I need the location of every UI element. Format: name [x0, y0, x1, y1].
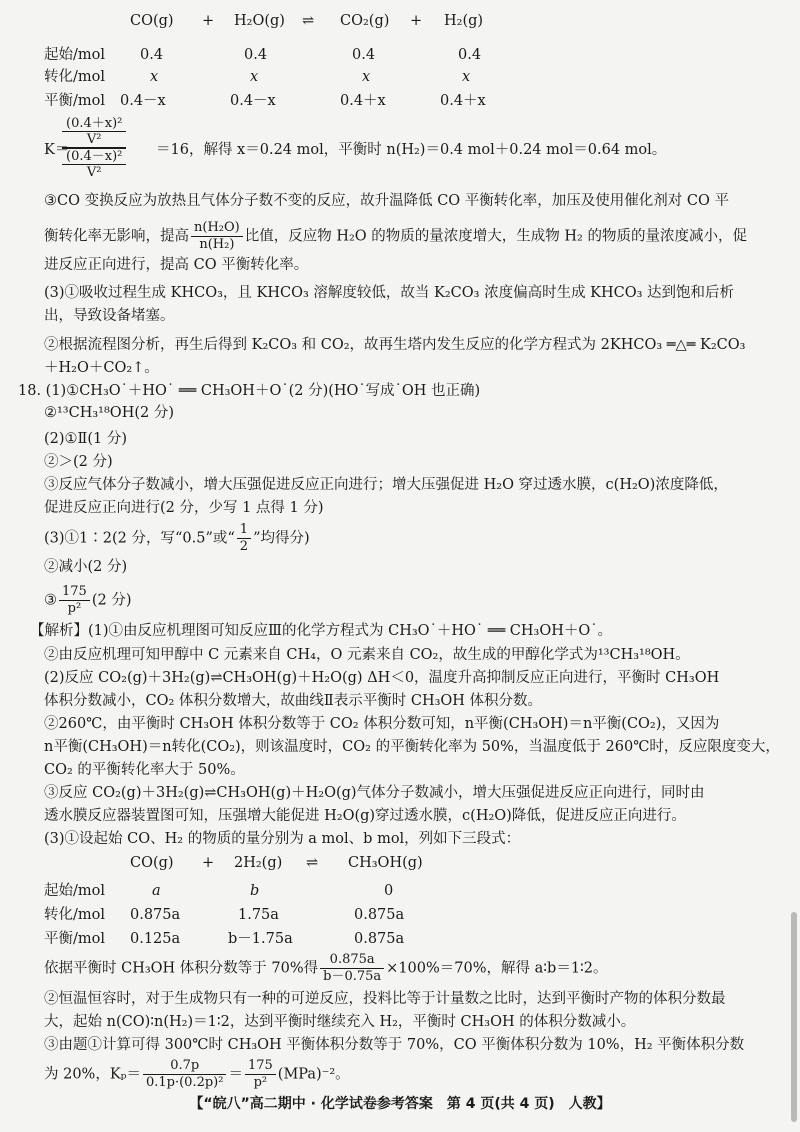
- fraction-numerator: n(H₂O): [191, 220, 243, 237]
- k-symbol: K＝: [44, 142, 70, 158]
- fraction: [143, 1058, 226, 1091]
- table-cell: 0.4－x: [120, 93, 166, 109]
- paragraph: 出，导致设备堵塞。: [44, 308, 175, 324]
- table-cell: b－1.75a: [228, 931, 293, 947]
- reactant-2: 2H₂(g): [234, 855, 283, 871]
- answer-line: [44, 584, 774, 617]
- fraction-numerator: 1: [237, 522, 251, 539]
- table-cell: 0.875a: [130, 907, 181, 923]
- fraction-denominator: p²: [67, 601, 82, 616]
- fraction-denominator: n(H₂): [199, 237, 235, 252]
- question-18-answer: 18. (1)①CH₃O˙＋HO˙ ══ CH₃OH＋O˙(2 分)(HO˙写成˙OH 也正确): [18, 383, 481, 399]
- row-label: 起始/mol: [44, 47, 106, 63]
- fraction-denominator: V²: [86, 165, 102, 180]
- analysis-line: (2)反应 CO₂(g)＋3H₂(g)⇌CH₃OH(g)＋H₂O(g) ΔH＜0，温度升高抑制反应正向进行，平衡时 CH₃OH: [44, 670, 720, 686]
- fraction-numerator: 175: [59, 584, 90, 601]
- analysis-line: CO₂ 的平衡转化率大于 50%。: [44, 762, 245, 778]
- text: 为 20%，Kₚ＝: [44, 1066, 141, 1083]
- text: (MPa)⁻²。: [277, 1066, 350, 1083]
- equilibrium-arrow: ⇌: [302, 13, 315, 29]
- fraction-denominator: p²: [253, 1075, 268, 1090]
- table-cell: 0.875a: [354, 931, 405, 947]
- reactant-1: CO(g): [130, 855, 174, 871]
- text: ③: [44, 592, 57, 609]
- table-cell: 0.4: [140, 47, 164, 63]
- plus-sign: +: [202, 855, 215, 871]
- text: (3)①1∶2(2 分，写“0.5”或“: [44, 530, 235, 547]
- answer-line: ②减小(2 分): [44, 559, 128, 575]
- answer-line: [44, 522, 774, 555]
- table-cell: x: [362, 69, 371, 85]
- fraction-denominator: b－0.75a: [323, 969, 382, 984]
- paragraph: [44, 220, 774, 253]
- table-cell: x: [250, 69, 259, 85]
- text: ＝: [228, 1066, 243, 1083]
- table-cell: 0: [384, 883, 394, 899]
- text: 比值，反应物 H₂O 的物质的量浓度增大，生成物 H₂ 的物质的量浓度减小，促: [244, 228, 747, 245]
- analysis-line: ③反应 CO₂(g)＋3H₂(g)⇌CH₃OH(g)＋H₂O(g)气体分子数减小，增大压强促进反应正向进行，同时由: [44, 785, 705, 801]
- analysis-heading-line: 【解析】(1)①由反应机理图可知反应Ⅲ的化学方程式为 CH₃O˙＋HO˙ ══ CH₃OH＋O˙。: [30, 623, 613, 639]
- paragraph: ③CO 变换反应为放热且气体分子数不变的反应，故升温降低 CO 平衡转化率，加压及使用催化剂对 CO 平: [44, 193, 729, 209]
- row-label: 转化/mol: [44, 69, 106, 85]
- product-1: CH₃OH(g): [348, 855, 423, 871]
- plus-sign: +: [410, 13, 423, 29]
- answer-line: ②¹³CH₃¹⁸OH(2 分): [44, 405, 174, 421]
- fraction: [245, 1058, 276, 1091]
- fraction-numerator: 0.7p: [143, 1058, 226, 1075]
- table-cell: x: [150, 69, 159, 85]
- table-cell: 0.125a: [130, 931, 181, 947]
- product-2: H₂(g): [444, 13, 484, 29]
- answer-line: (2)①Ⅱ(1 分): [44, 431, 128, 447]
- table-cell: 0.4: [458, 47, 482, 63]
- analysis-line: n平衡(CH₃OH)＝n转化(CO₂)，则该温度时，CO₂ 的平衡转化率为 50%，当温度低于 260℃时，反应限度变大，: [44, 739, 780, 755]
- table-cell: 0.4: [352, 47, 376, 63]
- fraction: [320, 952, 384, 985]
- paragraph: ＋H₂O＋CO₂↑。: [44, 360, 159, 376]
- paragraph: ②根据流程图分析，再生后得到 K₂CO₃ 和 CO₂，故再生塔内发生反应的化学方程式为 2KHCO₃ ═△═ K₂CO₃: [44, 337, 746, 353]
- k-result: ＝16，解得 x＝0.24 mol，平衡时 n(H₂)＝0.4 mol＋0.24 mol＝0.64 mol。: [156, 142, 667, 158]
- table-cell: 0.4－x: [230, 93, 276, 109]
- analysis-line: ②由反应机理可知甲醇中 C 元素来自 CH₄，O 元素来自 CO₂，故生成的甲醇化学式为¹³CH₃¹⁸OH。: [44, 647, 690, 663]
- fraction: [59, 584, 90, 617]
- analysis-line: ②恒温恒容时，对于生成物只有一种的可逆反应，投料比等于计量数之比时，达到平衡时产物的体积分数最: [44, 991, 726, 1007]
- answer-line: ③反应气体分子数减小，增大压强促进反应正向进行；增大压强促进 H₂O 穿过透水膜，c(H₂O)浓度降低，: [44, 477, 728, 493]
- fraction-numerator: 175: [245, 1058, 276, 1075]
- fraction-denominator: V²: [62, 132, 126, 149]
- analysis-line: 体积分数减小，CO₂ 体积分数增大，故曲线Ⅱ表示平衡时 CH₃OH 体积分数。: [44, 693, 543, 709]
- equilibrium-table-2: [44, 852, 744, 952]
- table-cell: 0.875a: [354, 907, 405, 923]
- reactant-1: CO(g): [130, 13, 174, 29]
- fraction-denominator: 0.1p·(0.2p)²: [145, 1075, 224, 1090]
- analysis-line: [44, 952, 774, 985]
- fraction: [191, 220, 243, 253]
- text: ”均得分): [253, 530, 310, 547]
- answer-line: ②＞(2 分): [44, 454, 113, 470]
- text: (2 分): [91, 592, 132, 609]
- analysis-line: 透水膜反应器装置图可知，压强增大能促进 H₂O(g)穿过透水膜，c(H₂O)降低，促进反应正向进行。: [44, 808, 686, 824]
- text: 衡转化率无影响，提高: [44, 228, 189, 245]
- table-cell: 0.4＋x: [440, 93, 486, 109]
- fraction: [237, 522, 251, 555]
- analysis-line: (3)①设起始 CO、H₂ 的物质的量分别为 a mol、b mol，列如下三段式：: [44, 831, 521, 847]
- table-cell: x: [462, 69, 471, 85]
- table-cell: a: [152, 883, 161, 899]
- row-label: 平衡/mol: [44, 931, 106, 947]
- analysis-line: 大，起始 n(CO)∶n(H₂)＝1∶2，达到平衡时继续充入 H₂，平衡时 CH₃OH 的体积分数减小。: [44, 1014, 636, 1030]
- analysis-line: ③由题①计算可得 300℃时 CH₃OH 平衡体积分数等于 70%，CO 平衡体积分数为 10%，H₂ 平衡体积分数: [44, 1037, 745, 1053]
- text: ×100%＝70%，解得 a∶b＝1∶2。: [386, 960, 608, 977]
- fraction-numerator: (0.4＋x)²: [62, 116, 126, 132]
- scrollbar[interactable]: [791, 912, 797, 1122]
- table-cell: 0.4＋x: [340, 93, 386, 109]
- fraction-numerator: 0.875a: [320, 952, 384, 969]
- equilibrium-arrow: ⇌: [306, 855, 319, 871]
- reactant-2: H₂O(g): [234, 13, 285, 29]
- table-cell: b: [250, 883, 260, 899]
- paragraph: (3)①吸收过程生成 KHCO₃，且 KHCO₃ 溶解度较低，故当 K₂CO₃ 浓度偏高时生成 KHCO₃ 达到饱和后析: [44, 285, 735, 301]
- page-footer: 【“皖八”高二期中 · 化学试卷参考答案 第 4 页(共 4 页) 人教】: [189, 1096, 611, 1112]
- row-label: 平衡/mol: [44, 93, 106, 109]
- compound-fraction: [62, 116, 126, 180]
- analysis-line: [44, 1058, 774, 1091]
- equilibrium-table-1: [44, 10, 744, 110]
- table-cell: 1.75a: [238, 907, 279, 923]
- table-cell: 0.4: [244, 47, 268, 63]
- paragraph: 进反应正向进行，提高 CO 平衡转化率。: [44, 257, 309, 273]
- answer-line: 促进反应正向进行(2 分，少写 1 点得 1 分): [44, 500, 324, 516]
- analysis-line: ②260℃，由平衡时 CH₃OH 体积分数等于 CO₂ 体积分数可知，n平衡(CH₃OH)＝n平衡(CO₂)，又因为: [44, 716, 720, 732]
- row-label: 起始/mol: [44, 883, 106, 899]
- row-label: 转化/mol: [44, 907, 106, 923]
- product-1: CO₂(g): [340, 13, 390, 29]
- plus-sign: +: [202, 13, 215, 29]
- k-expression: [44, 116, 764, 186]
- text: 依据平衡时 CH₃OH 体积分数等于 70%得: [44, 960, 319, 977]
- fraction-denominator: 2: [239, 539, 249, 554]
- fraction-numerator: (0.4－x)²: [62, 149, 126, 165]
